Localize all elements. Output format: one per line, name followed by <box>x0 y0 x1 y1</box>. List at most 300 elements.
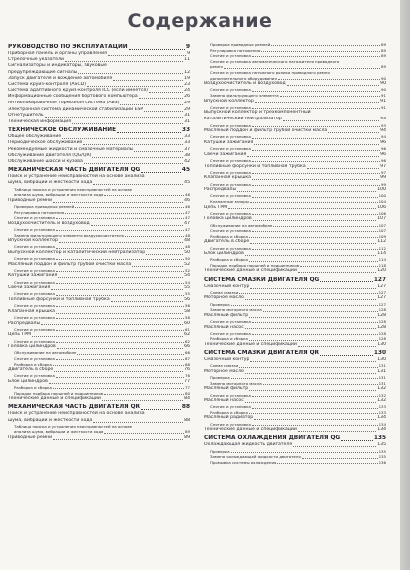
toc-page-number: 47 <box>185 215 190 221</box>
toc-column-right <box>204 42 386 465</box>
toc-page-number: 96 <box>380 151 386 157</box>
dot-leader <box>247 156 379 157</box>
toc-entry-title: Информационные сообщения бортового компьютера <box>8 94 138 100</box>
toc-page-number: 47 <box>184 220 190 226</box>
toc-page-number: 112 <box>377 239 386 245</box>
dot-leader <box>108 55 186 56</box>
toc-entry-title: Рекомендуемые жидкости и смазочные материалы <box>8 146 134 152</box>
toc-entry-title: Снятие и установка <box>210 122 251 128</box>
toc-page-number: 107 <box>377 216 386 222</box>
dot-leader <box>134 151 183 152</box>
toc-entry-title: Снятие и установка <box>210 392 251 398</box>
dot-leader <box>120 104 183 105</box>
dot-leader <box>104 433 184 434</box>
toc-page-number: 134 <box>377 415 386 421</box>
toc-section-heading <box>204 277 386 284</box>
toc-page-number: 97 <box>381 169 386 175</box>
dot-leader <box>249 317 376 318</box>
toc-page-number: 118 <box>378 262 386 268</box>
toc-page-number: 33 <box>184 140 190 146</box>
toc-entry-title: Проверка <box>210 301 230 307</box>
toc-entry-title: СИСТЕМА ОХЛАЖДЕНИЯ ДВИГАТЕЛЯ QG <box>204 435 341 442</box>
dot-leader <box>298 272 376 273</box>
toc-entry-title: Обслуживание двигателя (QG/QR) <box>8 152 92 158</box>
toc-entry-title: Техническая информация <box>8 119 72 125</box>
toc-entry-title: Технические данные и спецификации <box>204 341 297 347</box>
toc-page-number: 66 <box>184 344 190 350</box>
toc-entry-title: Снятие и установка <box>210 53 251 59</box>
toc-entry-title: Распредвалы <box>204 187 237 193</box>
toc-entry-title: Топливные форсунки и топливная трубка <box>8 297 110 302</box>
dot-leader <box>58 277 183 278</box>
dot-leader <box>263 311 378 312</box>
toc-entry <box>204 342 386 348</box>
dot-leader <box>320 281 373 282</box>
toc-page-number: 77 <box>185 385 190 391</box>
toc-page-number: 88 <box>184 417 190 423</box>
dot-leader <box>252 334 378 335</box>
toc-entry-title: Блок цилиндров <box>8 378 48 384</box>
dot-leader <box>77 354 184 355</box>
toc-page-number: 68 <box>185 361 190 367</box>
toc-page-number: 127 <box>378 289 386 295</box>
toc-entry-title: Замена охлаждающей жидкости двигателя <box>210 454 301 460</box>
toc-entry-title: Цепь ГРМ <box>8 332 32 338</box>
dot-leader <box>56 218 184 219</box>
toc-page-number: 89 <box>185 429 190 435</box>
dot-leader <box>249 413 378 414</box>
toc-page-number: 29 <box>184 106 190 112</box>
toc-page-number: 66 <box>185 350 190 356</box>
toc-page-number: 47 <box>185 209 190 215</box>
dot-leader <box>298 431 376 432</box>
toc-page-number: 88 <box>181 404 190 411</box>
toc-entry-title: Снятие и установка <box>14 326 55 332</box>
dot-leader <box>104 394 184 395</box>
toc-page-number: 127 <box>377 283 386 289</box>
toc-entry <box>8 435 190 441</box>
dot-leader <box>252 56 380 57</box>
toc-entry-title: Сигнализаторы и индикаторы, звуковые <box>8 63 107 69</box>
toc-entry-title: шума, вибрации и жесткости хода <box>8 417 93 423</box>
toc-entry <box>204 427 386 433</box>
toc-entry-title: Периодическое обслуживание <box>8 140 83 146</box>
toc-page-number: 60 <box>184 320 190 326</box>
dot-leader <box>252 197 378 198</box>
dot-leader <box>252 425 378 426</box>
page-title: Содержание <box>127 10 273 32</box>
toc-page-number: 29 <box>184 100 190 106</box>
toc-page-number: 97 <box>380 163 386 169</box>
toc-entry-title: Разборка и сборка <box>14 361 52 367</box>
toc-page-number: 45 <box>184 180 190 186</box>
toc-page-number: 107 <box>378 228 386 234</box>
toc-entry-title: Распредвалы <box>8 320 41 326</box>
toc-page-number: 114 <box>377 251 386 257</box>
dot-leader <box>93 422 183 423</box>
toc-section-heading <box>8 404 190 411</box>
toc-page-number: 33 <box>184 134 190 140</box>
dot-leader <box>239 367 377 368</box>
dot-leader <box>113 80 183 81</box>
toc-entry-title: Снятие и установка <box>14 373 55 379</box>
toc-page-number: 104 <box>378 198 386 204</box>
toc-page-number: 128 <box>378 330 386 336</box>
toc-page-number: 90 <box>381 75 386 81</box>
toc-entry-title: Технические данные и спецификации <box>204 268 297 274</box>
toc-section-heading <box>8 44 190 51</box>
toc-page-number: 114 <box>378 257 386 263</box>
toc-entry-title: Масляный насос <box>204 398 244 404</box>
toc-entry-title: Масляный радиатор <box>204 415 254 421</box>
toc-page-number: 135 <box>378 454 386 460</box>
toc-page-number: 127 <box>377 295 386 301</box>
dot-leader <box>149 92 183 93</box>
dot-leader <box>53 365 184 366</box>
dot-leader <box>49 383 183 384</box>
toc-page-number: 91 <box>380 98 386 104</box>
dot-leader <box>293 446 376 447</box>
toc-entry-title: Проверка <box>210 375 230 381</box>
toc-page-number: 61 <box>185 326 190 332</box>
toc-page-number: 62 <box>185 338 190 344</box>
toc-page-number: 38 <box>184 152 190 158</box>
dot-leader <box>53 202 183 203</box>
toc-entry-title: Масляный поддон и фильтр грубой очистки масла <box>204 128 328 134</box>
toc-entry-title: Впускной коллектор <box>204 98 254 104</box>
toc-entry-title: Снятие и установка <box>210 319 251 324</box>
dot-leader <box>132 266 183 267</box>
dot-leader <box>92 157 183 158</box>
toc-page-number: 84 <box>184 396 190 402</box>
toc-page-number: 76 <box>184 367 190 373</box>
dot-leader <box>146 254 183 255</box>
toc-entry-title: Снятие и установка автоматического натяжителя приводного <box>210 58 340 64</box>
dot-leader <box>252 396 378 397</box>
dot-leader <box>328 132 379 133</box>
toc-page-number: 128 <box>377 324 386 330</box>
dot-leader <box>56 230 184 231</box>
dot-leader <box>250 361 376 362</box>
toc-page-number: 134 <box>377 427 386 433</box>
toc-section-heading <box>8 167 190 174</box>
toc-entry-title: Снятие и установка <box>14 244 55 250</box>
toc-entry-title: Масляный фильтр <box>204 312 249 318</box>
toc-entry-title: Снятие и установка <box>14 303 55 309</box>
toc-page-number: 56 <box>185 303 190 309</box>
toc-entry-title: Клапанные зазоры <box>210 198 249 204</box>
dot-leader <box>249 237 378 238</box>
dot-leader <box>252 150 380 151</box>
toc-entry-title: СИСТЕМА СМАЗКИ ДВИГАТЕЛЯ QR <box>204 350 319 357</box>
toc-page-number: 100 <box>377 187 386 193</box>
toc-page-number: 46 <box>185 192 190 198</box>
dot-leader <box>56 248 184 249</box>
toc-page-number: 128 <box>378 336 386 342</box>
toc-entry-title: Катушки зажигания <box>8 273 58 279</box>
toc-entry-title: Впускной коллектор <box>8 238 58 244</box>
toc-page-number: 47 <box>185 226 190 232</box>
dot-leader <box>252 179 379 180</box>
toc-page-number: 54 <box>184 273 190 279</box>
toc-entry-title: Схема смазки <box>210 289 239 295</box>
toc-page-number: 131 <box>378 363 386 369</box>
toc-page-number: 42 <box>184 159 190 164</box>
dot-leader <box>56 306 184 307</box>
toc-entry-title: Снятие и установка <box>210 169 251 175</box>
toc-page-number: 46 <box>184 197 190 203</box>
dot-leader <box>56 377 184 378</box>
dot-leader <box>56 342 184 343</box>
toc-page-number: 127 <box>378 301 386 307</box>
toc-entry-title: Снятие и установка <box>14 291 55 297</box>
toc-entry <box>8 159 190 165</box>
toc-entry-title: Головка цилиндров <box>8 344 56 350</box>
dot-leader <box>141 409 181 410</box>
dot-leader <box>277 463 377 464</box>
dot-leader <box>72 123 183 124</box>
dot-leader <box>302 458 378 459</box>
toc-page-number: 127 <box>373 276 386 283</box>
toc-entry-title: Схема смазки <box>210 363 239 369</box>
toc-entry-title: Смазочный контур <box>204 283 250 289</box>
dot-leader <box>300 266 378 267</box>
toc-entry-title: Снятие и установка <box>14 267 55 273</box>
toc-page-number: 136 <box>378 459 386 465</box>
dot-leader <box>249 261 378 262</box>
dot-leader <box>252 161 380 162</box>
toc-entry-title: Порядок подбора поршней и подшипников <box>210 262 300 268</box>
toc-page-number: 99 <box>381 181 386 187</box>
toc-page-number: 135 <box>377 442 386 448</box>
dot-leader <box>56 330 184 331</box>
toc-page-number: 19 <box>184 75 190 81</box>
dot-leader <box>139 98 183 99</box>
toc-page-number: 89 <box>381 47 386 53</box>
toc-page-number: 11 <box>184 57 190 63</box>
toc-page-number: 52 <box>185 267 190 273</box>
dot-leader <box>254 419 376 420</box>
toc-page-number: 132 <box>377 386 386 392</box>
dot-leader <box>56 259 184 260</box>
dot-leader <box>237 191 376 192</box>
page-edge <box>400 0 410 570</box>
dot-leader <box>57 348 183 349</box>
toc-page-number: 54 <box>185 279 190 285</box>
toc-page-number: 56 <box>184 297 190 302</box>
dot-leader <box>252 214 378 215</box>
toc-entry-title: Регулировка натяжения <box>14 209 65 215</box>
dot-leader <box>51 289 183 290</box>
dot-leader <box>56 318 184 319</box>
toc-entry-title: Регулировка натяжения <box>210 47 261 53</box>
toc-page-number: 55 <box>184 285 190 291</box>
toc-entry-title: Обслуживание шасси и кузова <box>8 159 83 164</box>
toc-entry-title: Приводные ремни <box>8 197 53 203</box>
toc-entry-title: Снятие и установка <box>210 146 251 152</box>
toc-page-number: 33 <box>181 127 190 134</box>
toc-entry-title: Технические данные и спецификации <box>8 396 101 402</box>
toc-entry-title: Разборка и сборка <box>210 409 248 415</box>
toc-entry-title: СИСТЕМА СМАЗКИ ДВИГАТЕЛЯ QG <box>204 276 320 283</box>
toc-page-number: 120 <box>377 268 386 274</box>
toc-page-number: 91 <box>381 92 386 98</box>
dot-leader <box>45 117 184 118</box>
toc-entry-title: анализа шума, вибрации и жесткости хода <box>14 192 104 198</box>
toc-entry-title: Свечи зажигания <box>204 151 247 157</box>
toc-entry-title: Приводные ремни <box>8 435 53 440</box>
dot-leader <box>32 336 183 337</box>
toc-entry-title: Обслуживание на автомобиле <box>210 222 273 228</box>
dot-leader <box>252 185 380 186</box>
toc-entry-title: Клапанная крышка <box>8 308 55 314</box>
toc-page-number: 50 <box>185 256 190 262</box>
dot-leader <box>91 225 183 226</box>
toc-entry-title: Моторное масло <box>204 295 244 301</box>
toc-entry-title: шума, вибрации и жесткости хода <box>8 180 93 186</box>
toc-entry-title: Смазочный контур <box>204 357 250 363</box>
toc-page-number: 24 <box>184 88 190 94</box>
dot-leader <box>56 271 184 272</box>
dot-leader <box>111 301 184 302</box>
dot-leader <box>231 305 378 306</box>
dot-leader <box>125 236 184 237</box>
dot-leader <box>252 173 380 174</box>
toc-page-number: 130 <box>373 350 386 357</box>
toc-entry-title: Разборка и сборка <box>210 233 248 239</box>
toc-entry-title: Электронная система динамической стабилизации ESP <box>8 106 144 112</box>
toc-page-number: 99 <box>380 175 386 181</box>
dot-leader <box>56 283 184 284</box>
dot-leader <box>65 61 183 62</box>
dot-leader <box>141 172 181 173</box>
toc-page-number: 89 <box>381 64 386 70</box>
toc-entry-title: Свечи зажигания <box>8 285 51 291</box>
toc-page-number: 128 <box>378 319 386 324</box>
toc-entry-title: Снятие и установка <box>210 104 251 110</box>
toc-page-number: 94 <box>380 128 386 134</box>
toc-entry-title: Снятие и установка <box>14 355 55 361</box>
toc-page-number: 133 <box>378 404 386 410</box>
toc-page-number: 26 <box>184 94 190 100</box>
toc-page-number: 37 <box>184 146 190 152</box>
toc-entry-title: Снятие и установка натяжного ролика приводного ремня <box>210 69 330 75</box>
toc-entry-title: анализа шума, вибрации и жесткости хода <box>14 429 104 435</box>
toc-page-number: 131 <box>378 380 386 386</box>
dot-leader <box>239 293 377 294</box>
dot-leader <box>228 208 376 209</box>
toc-entry-title: Замена моторного масла <box>210 307 262 313</box>
toc-page-number: 55 <box>185 291 190 297</box>
dot-leader <box>255 102 379 103</box>
toc-page-number: 131 <box>377 368 386 374</box>
toc-entry-title: Снятие и установка <box>14 338 55 344</box>
toc-entry-title: Снятие и установка <box>210 134 251 140</box>
toc-entry-title: Масляный фильтр <box>204 386 249 392</box>
toc-page-number: 12 <box>184 69 190 75</box>
toc-page-number: 134 <box>378 421 386 427</box>
dot-leader <box>56 359 184 360</box>
toc-page-number: 135 <box>373 435 386 442</box>
toc-entry <box>8 396 190 402</box>
toc-page-number: 93 <box>381 122 386 128</box>
toc-entry-title: Двигатель в сборе <box>204 239 250 245</box>
dot-leader <box>117 132 181 133</box>
toc-page-number: 31 <box>184 112 190 118</box>
dot-leader <box>298 346 376 347</box>
dot-leader <box>104 195 184 196</box>
dot-leader <box>245 373 376 374</box>
toc-page-number: 31 <box>184 119 190 125</box>
dot-leader <box>252 126 380 127</box>
toc-entry-title: Проверка <box>210 448 230 454</box>
dot-leader <box>273 226 377 227</box>
toc-entry-title: Снятие и установка <box>210 210 251 216</box>
toc-page-number: 131 <box>378 375 386 381</box>
toc-page-number: 106 <box>378 210 386 216</box>
toc-entry-title: Снятие и установка <box>210 158 251 164</box>
toc-entry-title: Технические данные и спецификации <box>204 427 297 433</box>
toc-page-number: 100 <box>378 193 386 199</box>
toc-page-number: 52 <box>184 261 190 267</box>
toc-page-number: 9 <box>187 51 190 56</box>
toc-page-number: 96 <box>381 158 386 164</box>
toc-page-number: 130 <box>377 357 386 363</box>
toc-entry-title: Головка цилиндров <box>204 216 252 222</box>
toc-page-number: 91 <box>381 104 386 110</box>
toc-entry-title: Снятие и установка <box>210 404 251 410</box>
dot-leader <box>93 184 183 185</box>
dot-leader <box>249 340 378 341</box>
toc-entry-title: Поиск и устранение неисправностей на основе анализа <box>8 174 145 180</box>
toc-page-number: 76 <box>185 373 190 379</box>
dot-leader <box>56 295 184 296</box>
toc-page-number: 80 <box>185 390 190 396</box>
toc-section-heading <box>8 127 190 134</box>
toc-section-heading <box>204 350 386 357</box>
dot-leader <box>56 313 183 314</box>
toc-entry-title: Снятие и установка <box>210 181 251 187</box>
dot-leader <box>280 96 380 97</box>
toc-page-number: 90 <box>381 87 386 93</box>
toc-entry-title: Таблица поиска и устранения неисправностей на основе <box>14 423 132 429</box>
dot-leader <box>250 243 376 244</box>
toc-entry-title: РУКОВОДСТВО ПО ЭКСПЛУАТАЦИИ <box>8 44 128 50</box>
dot-leader <box>252 249 378 250</box>
toc-entry-title: Выпускной коллектор и каталитический нейтрализатор <box>8 249 146 255</box>
toc-page-number: 58 <box>184 308 190 314</box>
toc-column-left <box>8 42 190 441</box>
toc-page-number: 46 <box>185 203 190 209</box>
dot-leader <box>252 322 378 323</box>
dot-leader <box>271 45 380 46</box>
dot-leader <box>224 68 380 69</box>
dot-leader <box>84 163 183 164</box>
toc-entry-title: Клапанная крышка <box>204 175 251 181</box>
toc-entry-title: Стрелочные указатели <box>8 57 64 63</box>
toc-entry-title: Проверка приводных ремней <box>210 42 271 47</box>
toc-entry-title: предупреждающие сигналы <box>8 69 78 75</box>
toc-entry-title: Обслуживание на автомобиле <box>14 350 77 356</box>
toc-entry-title: Система круиз-контроля (ASCD) <box>8 81 86 87</box>
dot-leader <box>59 242 183 243</box>
dot-leader <box>261 51 380 52</box>
toc-page-number: 94 <box>381 134 386 140</box>
toc-page-number: 128 <box>378 307 386 313</box>
toc-entry-title: Замена фильтрующего элемента <box>210 92 279 98</box>
toc-page-number: 132 <box>377 398 386 404</box>
dot-leader <box>245 255 376 256</box>
